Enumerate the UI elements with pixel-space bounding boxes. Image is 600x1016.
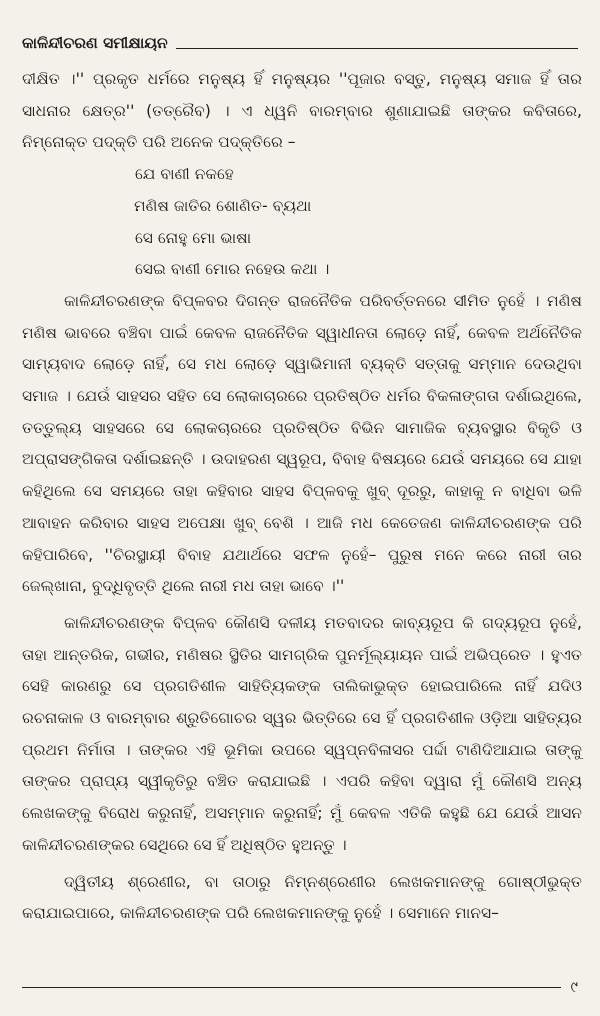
footer-rule xyxy=(22,987,561,988)
running-head-rule xyxy=(176,48,578,49)
verse-line-1: ଯେ ବାଣୀ ନକହେ xyxy=(135,165,234,184)
running-head xyxy=(22,34,578,53)
paragraph-4: ଦ୍ୱିତୀୟ ଶ୍ରେଣୀର, ବା ତାଠାରୁ ନିମ୍ନଶ୍ରେଣୀର ଲେଖକମାନଙ୍କୁ ଗୋଷ୍ଠୀଭୁକ୍ତ କରାଯାଇପାରେ, କାଳିନ୍ଦୀଚରଣଙ୍କ ପରି ଲେଖକମାନଙ୍କୁ ନୁହେଁ । ସେମାନେ ମାନସ– xyxy=(22,872,582,923)
verse-line-3: ସେ ନୋହୁ ମୋ ଭାଷା xyxy=(135,228,252,247)
page-footer xyxy=(22,978,578,996)
paragraph-3: କାଳିନ୍ଦୀଚରଣଙ୍କ ବିପ୍ଳବ କୌଣସି ଦଳୀୟ ମତବାଦର କାବ୍ୟରୂପ କି ଗଦ୍ୟରୂପ ନୁହେଁ, ତାହା ଆନ୍ତରିକ, ଗଭୀର, ମଣିଷର ସ୍ଥିତିର ସାମଗ୍ରିକ ପୁନର୍ମୂଲ୍ୟାୟନ ପାଇଁ ଅଭିପ୍ରେତ । ହୁଏତ ସେହି କାରଣରୁ ସେ ପ୍ରଗତିଶୀଳ ସାହିତ୍ୟିକଙ୍କ ତାଲିକାଭୁକ୍ତ ହୋଇପାରିଲେ ନାହିଁ ଯଦିଓ ରଚନାକାଳ ଓ ବାରମ୍ବାର ଶ୍ରୁତିଗୋଚର ସ୍ୱର ଭିତ୍ତିରେ ସେ ହିଁ ପ୍ରଗତିଶୀଳ ଓଡ଼ିଆ ସାହିତ୍ୟର ପ୍ରଥମ ନିର୍ମାତା । ତାଙ୍କର ଏହି ଭୂମିକା ଉପରେ ସ୍ୱପ୍ନବିଳାସର ପର୍ଦ୍ଦା ଟାଣିଦିଆଯାଇ ତାଙ୍କୁ ତାଙ୍କର ପ୍ରାପ୍ୟ ସ୍ୱୀକୃତିରୁ ବଞ୍ଚିତ କରାଯାଇଛି । ଏପରି କହିବା ଦ୍ୱାରା ମୁଁ କୌଣସି ଅନ୍ୟ ଲେଖକଙ୍କୁ ବିରୋଧ କରୁନାହିଁ, ଅସମ୍ମାନ କରୁନାହିଁ; ମୁଁ କେବଳ ଏତିକି କହୁଛି ଯେ ଯେଉଁ ଆସନ କାଳିନ୍ଦୀଚରଣଙ୍କର ସେଥିରେ ସେ ହିଁ ଅଧିଷ୍ଠିତ ହୁଅନ୍ତୁ । xyxy=(22,613,582,854)
page-number: ୯ xyxy=(570,978,578,996)
verse-block xyxy=(22,159,582,286)
paragraph-1: ଦୀକ୍ଷିତ ।'' ପ୍ରକୃତ ଧର୍ମରେ ମନୁଷ୍ୟ ହିଁ ମନୁଷ୍ୟର ''ପୂଜାର ବସ୍ତୁ, ମନୁଷ୍ୟ ସମାଜ ହିଁ ତାର ସାଧନାର କ୍ଷେତ୍ର'' (ତତ୍ରୈବ) । ଏ ଧ୍ୱନି ବାରମ୍ବାର ଶୁଣାଯାଇଛି ତାଙ୍କର କବିତାରେ, ନିମ୍ନୋକ୍ତ ପଦ୍‌କ୍ତି ପରି ଅନେକ ପଦ୍‌କ୍ତିରେ – xyxy=(22,70,582,152)
verse-line-2: ମଣିଷ ଜାତିର ଶୋଣିତ- ବ୍ୟଥା xyxy=(134,196,312,215)
running-head-title: କାଳିନ୍ଦୀଚରଣ ସମୀକ୍ଷାୟନ xyxy=(22,34,168,52)
verse-line-4: ସେଇ ବାଣୀ ମୋର ନହେଉ କଥା । xyxy=(135,260,330,279)
body-text xyxy=(22,64,582,930)
paragraph-2: କାଳିନ୍ଦୀଚରଣଙ୍କ ବିପ୍ଳବର ଦିଗନ୍ତ ରାଜନୈତିକ ପରିବର୍ତ୍ତନରେ ସୀମିତ ନୁହେଁ । ମଣିଷ ମଣିଷ ଭାବରେ ବଞ୍ଚିବା ପାଇଁ କେବଳ ରାଜନୈତିକ ସ୍ୱାଧୀନତା ଲୋଡ଼େ ନାହିଁ, କେବଳ ଅର୍ଥନୈତିକ ସାମ୍ୟବାଦ ଲୋଡ଼େ ନାହିଁ, ସେ ମଧ ଲୋଡ଼େ ସ୍ୱାଭିମାନୀ ବ୍ୟକ୍ତି ସତ୍ତାକୁ ସମ୍ମାନ ଦେଉଥିବା ସମାଜ । ଯେଉଁ ସାହସର ସହିତ ସେ ଲୋକାଚାରରେ ପ୍ରତିଷ୍ଠିତ ଧର୍ମର ବିକଳାଙ୍ଗତା ଦର୍ଶାଇଥିଲେ, ତତ୍ତୁଲ୍ୟ ସାହସରେ ସେ ଲୋକଚାରରେ ପ୍ରତିଷ୍ଠିତ ବିଭିନ ସାମାଜିକ ବ୍ୟବସ୍ଥାର ବିକୃତି ଓ ଅପ୍ରାସଙ୍ଗିକତା ଦର୍ଶାଇଛନ୍ତି । ଉଦାହରଣ ସ୍ୱରୂପ, ବିବାହ ବିଷୟରେ ଯେଉଁ ସମୟରେ ସେ ଯାହା କହିଥିଲେ ସେ ସମୟରେ ତାହା କହିବାର ସାହସ ବିପ୍ଳବକୁ ଖୁବ୍ ଦୂରରୁ, କାହାକୁ ନ ବାଧିବା ଭଳି ଆବାହନ କରିବାର ସାହସ ଅପେକ୍ଷା ଖୁବ୍ ବେଶି । ଆଜି ମଧ କେତେଜଣ କାଳିନ୍ଦୀଚରଣଙ୍କ ପରି କହିପାରିବେ, ''ଚିରସ୍ଥାୟୀ ବିବାହ ଯଥାର୍ଥରେ ସଫଳ ନୁହେଁ– ପୁରୁଷ ମନେ କରେ ନାରୀ ତାର ଜେଲ୍‌ଖାନା, ବୁଦ୍ଧିବୃତ୍ତି ଥିଲେ ନାରୀ ମଧ ତାହା ଭାବେ ।'' xyxy=(22,291,582,596)
